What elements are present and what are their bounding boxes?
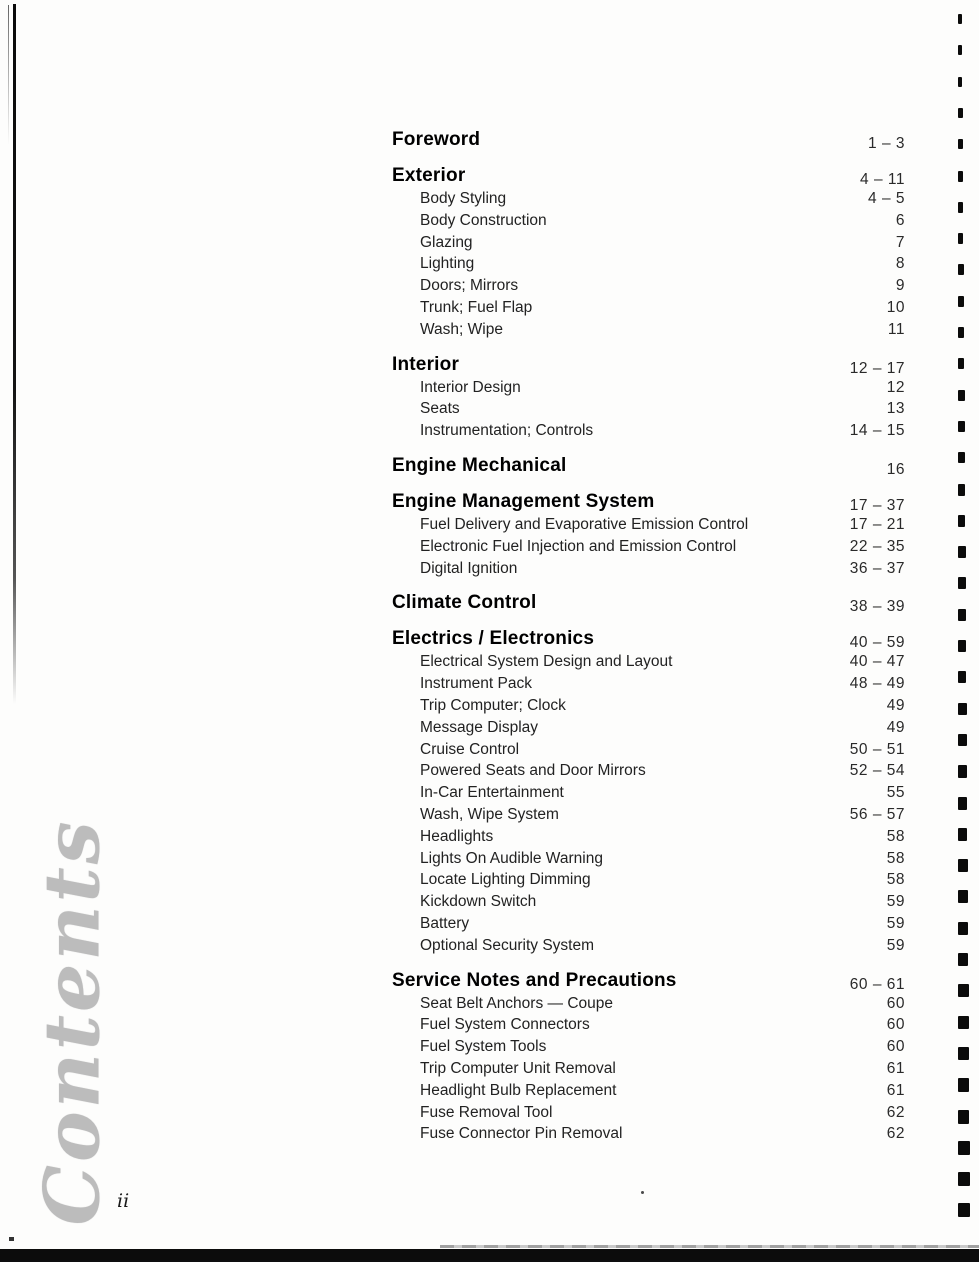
toc-item-label: Headlight Bulb Replacement xyxy=(420,1081,617,1099)
toc-item xyxy=(392,210,905,232)
binding-mark xyxy=(958,859,968,872)
binding-mark xyxy=(958,828,967,841)
binding-mark xyxy=(958,515,965,527)
toc-section-header xyxy=(392,627,905,651)
toc-section-header xyxy=(392,490,905,514)
toc-item-pages: 61 xyxy=(886,1059,905,1077)
binding-mark xyxy=(958,640,966,652)
toc-item-pages: 56 – 57 xyxy=(849,805,905,823)
toc-section xyxy=(392,128,905,152)
toc-item-pages: 49 xyxy=(886,696,905,714)
toc-item xyxy=(392,1102,905,1124)
binding-mark xyxy=(958,421,965,432)
toc-item-label: Doors; Mirrors xyxy=(420,277,519,295)
toc-item xyxy=(392,826,905,848)
binding-mark xyxy=(958,202,963,213)
toc-item-label: Kickdown Switch xyxy=(420,893,537,911)
toc-item-label: Cruise Control xyxy=(420,740,520,758)
toc-item xyxy=(392,1058,905,1080)
binding-mark xyxy=(958,609,966,621)
toc-section xyxy=(392,490,905,579)
toc-section-title: Electrics / Electronics xyxy=(392,628,595,650)
toc-section-items xyxy=(392,514,905,579)
binding-mark xyxy=(958,327,964,338)
binding-mark xyxy=(958,264,964,275)
toc-item-pages: 60 xyxy=(886,1016,905,1034)
binding-mark xyxy=(958,953,968,966)
toc-section-pages: 4 – 11 xyxy=(860,171,905,188)
toc-item xyxy=(392,935,905,957)
toc-section-header xyxy=(392,454,905,478)
toc-section-header xyxy=(392,164,905,188)
toc-item-label: Trunk; Fuel Flap xyxy=(420,298,533,316)
toc-section-header xyxy=(392,591,905,615)
toc-item-pages: 60 xyxy=(886,994,905,1012)
toc-item-pages: 6 xyxy=(895,211,905,229)
binding-mark xyxy=(958,703,967,715)
binding-mark xyxy=(958,296,964,307)
toc-section-pages: 40 – 59 xyxy=(849,634,905,652)
binding-mark xyxy=(958,452,965,463)
toc-item-label: Lighting xyxy=(420,255,475,273)
toc-item-label: Interior Design xyxy=(420,378,521,396)
toc-section-items xyxy=(392,377,905,442)
toc-item xyxy=(392,297,905,319)
toc-item-label: Body Styling xyxy=(420,190,507,207)
toc-item-label: Wash; Wipe xyxy=(420,320,503,338)
toc-item-label: Trip Computer Unit Removal xyxy=(420,1059,616,1077)
binding-mark xyxy=(958,108,963,118)
toc-item xyxy=(392,1036,905,1058)
toc-item-label: Locate Lighting Dimming xyxy=(420,871,591,889)
toc-item xyxy=(392,993,905,1015)
toc-section-items xyxy=(392,188,905,341)
toc-item-pages: 55 xyxy=(886,784,905,802)
binding-mark xyxy=(958,45,962,55)
binding-mark xyxy=(958,171,963,182)
toc-item xyxy=(392,514,905,536)
toc-section-title: Engine Management System xyxy=(392,490,655,512)
toc-item xyxy=(392,913,905,935)
binding-mark xyxy=(958,984,969,997)
toc-item xyxy=(392,695,905,717)
binding-mark xyxy=(958,890,968,903)
binding-mark xyxy=(958,390,965,401)
toc-item xyxy=(392,739,905,761)
toc-item-pages: 58 xyxy=(886,871,905,889)
toc-item xyxy=(392,232,905,254)
toc-item-pages: 7 xyxy=(895,233,905,251)
toc-section-title: Exterior xyxy=(392,165,466,186)
toc-item xyxy=(392,1080,905,1102)
toc-item-pages: 48 – 49 xyxy=(849,675,905,693)
toc-item-pages: 59 xyxy=(886,893,905,911)
scan-edge-line-thin xyxy=(8,5,9,145)
binding-mark xyxy=(958,1078,969,1092)
toc-section-title: Foreword xyxy=(392,129,481,150)
toc-item-pages: 40 – 47 xyxy=(849,653,905,671)
toc-section xyxy=(392,969,905,1146)
binding-mark xyxy=(958,1110,969,1124)
toc-item xyxy=(392,398,905,420)
binding-mark xyxy=(958,671,966,683)
toc-section xyxy=(392,454,905,478)
toc-item-label: Lights On Audible Warning xyxy=(420,849,603,867)
toc-item xyxy=(392,558,905,580)
toc-section-pages: 1 – 3 xyxy=(868,135,905,152)
toc-item-label: Glazing xyxy=(420,233,473,251)
toc-section-items xyxy=(392,651,905,956)
toc-item xyxy=(392,804,905,826)
toc-item-pages: 58 xyxy=(886,849,905,867)
contents-watermark: Contents xyxy=(27,818,117,1226)
toc-item xyxy=(392,848,905,870)
toc-item-label: Message Display xyxy=(420,718,539,736)
binding-mark xyxy=(958,922,968,935)
binding-mark xyxy=(958,797,967,810)
page-number: ii xyxy=(117,1190,130,1212)
toc-section xyxy=(392,627,905,956)
toc-section xyxy=(392,353,905,442)
scan-edge-line xyxy=(13,4,16,704)
toc-item-pages: 4 – 5 xyxy=(868,190,905,207)
toc-item-pages: 12 xyxy=(886,378,905,396)
toc-section xyxy=(392,591,905,615)
toc-item-label: Electronic Fuel Injection and Emission Control xyxy=(420,537,737,555)
binding-mark xyxy=(958,77,962,87)
binding-mark xyxy=(958,1203,970,1217)
toc-section-header xyxy=(392,353,905,377)
toc-item-label: Battery xyxy=(420,914,470,932)
binding-mark xyxy=(958,546,966,558)
binding-mark xyxy=(958,233,963,244)
toc-section-title: Engine Mechanical xyxy=(392,454,567,476)
toc-item-label: Headlights xyxy=(420,827,494,845)
toc-item xyxy=(392,420,905,442)
toc-section-pages: 16 xyxy=(886,460,905,478)
toc-item-label: Fuse Connector Pin Removal xyxy=(420,1125,623,1143)
toc-item-label: Powered Seats and Door Mirrors xyxy=(420,762,646,780)
bottom-rule-shadow xyxy=(440,1245,979,1248)
toc-item-pages: 8 xyxy=(895,255,905,273)
toc-section-pages: 17 – 37 xyxy=(849,496,905,514)
toc-item-pages: 50 – 51 xyxy=(849,740,905,758)
toc-item xyxy=(392,377,905,399)
toc-item-label: Fuse Removal Tool xyxy=(420,1103,553,1121)
bottom-rule xyxy=(0,1249,979,1262)
toc-item-label: Trip Computer; Clock xyxy=(420,696,566,714)
toc-item xyxy=(392,673,905,695)
toc-section-title: Climate Control xyxy=(392,592,537,614)
binding-mark xyxy=(958,139,963,149)
toc-section-header xyxy=(392,128,905,152)
toc-item-label: In-Car Entertainment xyxy=(420,784,564,802)
binding-mark xyxy=(958,14,962,24)
toc-item-pages: 58 xyxy=(886,827,905,845)
toc-item-pages: 60 xyxy=(886,1038,905,1056)
toc-item-label: Seat Belt Anchors — Coupe xyxy=(420,994,614,1012)
toc-item xyxy=(392,1014,905,1036)
scan-speck xyxy=(641,1191,644,1194)
toc-item-pages: 14 – 15 xyxy=(849,422,905,440)
toc-item-label: Fuel System Connectors xyxy=(420,1016,590,1034)
toc-item xyxy=(392,275,905,297)
scan-speck xyxy=(9,1237,14,1241)
toc-section xyxy=(392,164,905,341)
toc-item-label: Electrical System Design and Layout xyxy=(420,653,673,671)
toc-section-pages: 38 – 39 xyxy=(849,598,905,616)
binding-mark xyxy=(958,765,967,778)
binding-mark xyxy=(958,358,964,369)
toc-section-title: Service Notes and Precautions xyxy=(392,969,677,991)
toc-item-pages: 59 xyxy=(886,936,905,954)
toc-section-header xyxy=(392,969,905,993)
binding-mark xyxy=(958,734,967,746)
toc-item-pages: 13 xyxy=(886,400,905,418)
toc-item-pages: 10 xyxy=(886,298,905,316)
binding-mark xyxy=(958,577,966,589)
toc-item-pages: 59 xyxy=(886,914,905,932)
binding-mark xyxy=(958,1172,970,1186)
toc-section-title: Interior xyxy=(392,353,460,375)
table-of-contents xyxy=(392,128,905,1157)
toc-item-label: Instrument Pack xyxy=(420,675,532,693)
toc-item-label: Fuel System Tools xyxy=(420,1038,547,1056)
toc-section-items xyxy=(392,993,905,1146)
toc-item-pages: 9 xyxy=(895,277,905,295)
toc-item-pages: 62 xyxy=(886,1103,905,1121)
toc-item xyxy=(392,891,905,913)
toc-item-label: Wash, Wipe System xyxy=(420,805,559,823)
toc-item-pages: 11 xyxy=(887,320,905,338)
toc-item xyxy=(392,869,905,891)
toc-section-pages: 12 – 17 xyxy=(849,359,905,377)
toc-item xyxy=(392,319,905,341)
toc-item-pages: 22 – 35 xyxy=(849,537,905,555)
toc-item xyxy=(392,651,905,673)
toc-item-label: Fuel Delivery and Evaporative Emission Control xyxy=(420,515,749,533)
binding-mark xyxy=(958,484,965,496)
toc-item-pages: 52 – 54 xyxy=(849,762,905,780)
binding-mark xyxy=(958,1016,969,1029)
binding-mark xyxy=(958,1141,970,1155)
toc-item xyxy=(392,253,905,275)
toc-item xyxy=(392,536,905,558)
toc-item-label: Body Construction xyxy=(420,211,547,229)
toc-item-pages: 36 – 37 xyxy=(849,559,905,577)
toc-item-label: Optional Security System xyxy=(420,936,595,954)
toc-item xyxy=(392,760,905,782)
binding-mark xyxy=(958,1047,969,1060)
toc-item-pages: 62 xyxy=(886,1125,905,1143)
toc-item-pages: 49 xyxy=(886,718,905,736)
toc-section-pages: 60 – 61 xyxy=(849,975,905,993)
toc-item-pages: 17 – 21 xyxy=(849,515,905,533)
toc-item-pages: 61 xyxy=(886,1081,905,1099)
toc-item-label: Digital Ignition xyxy=(420,559,518,577)
toc-item xyxy=(392,188,905,210)
toc-item xyxy=(392,1123,905,1145)
toc-item-label: Seats xyxy=(420,400,460,418)
toc-item xyxy=(392,782,905,804)
toc-item-label: Instrumentation; Controls xyxy=(420,422,594,440)
toc-item xyxy=(392,717,905,739)
